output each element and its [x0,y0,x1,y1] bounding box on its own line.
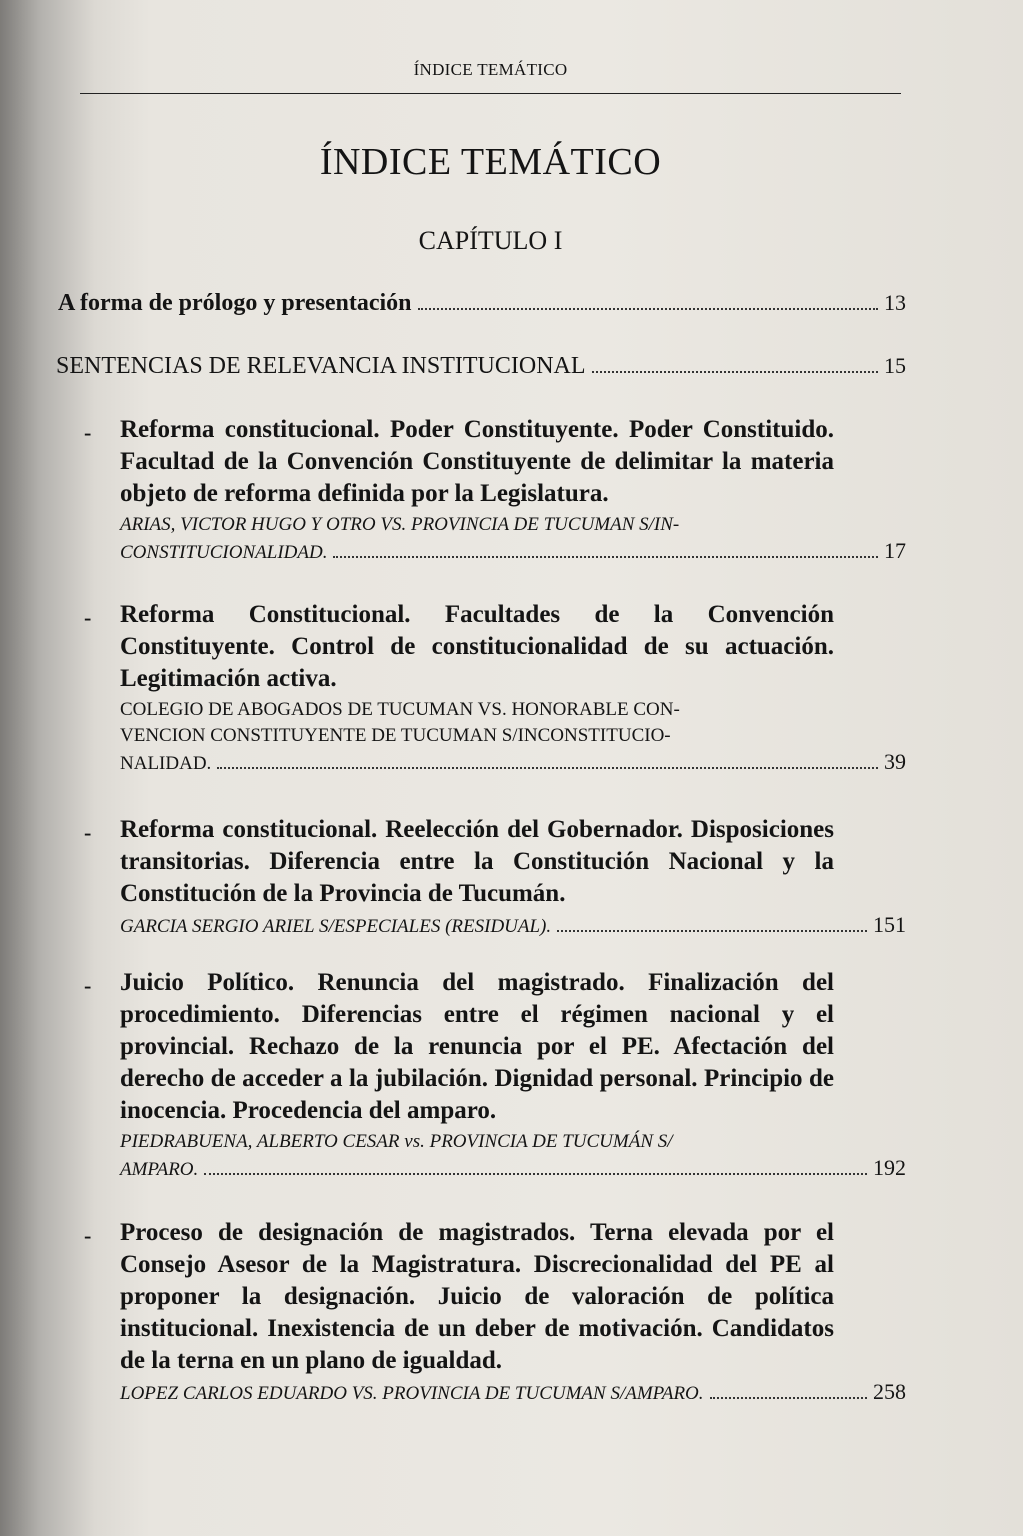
case-reference [120,1379,906,1407]
case-name-last-line [120,538,906,566]
case-name-last-line [120,912,906,940]
toc-line-prologue [56,290,906,317]
entry-title: Reforma constitucional. Reelección del Gobernador. Disposiciones transitorias. Diferencia entre la Constitución Nacional y la Constitución de la Provincia de Tucumán. [120,816,834,907]
header-rule [80,93,901,94]
entry-dash: - [84,1223,92,1248]
case-reference [120,512,906,566]
dot-leader [217,767,878,769]
entry-page-number: 39 [884,749,906,774]
case-reference [120,1129,906,1183]
dot-leader [418,308,878,310]
case-name-last-line [120,1155,906,1183]
entry-page-number: 17 [884,538,906,563]
toc-line-label: SENTENCIAS DE RELEVANCIA INSTITUCIONAL [56,353,586,379]
toc-entry [84,1217,906,1407]
toc-page-number: 13 [884,290,906,315]
toc-entry [84,814,906,940]
entry-dash: - [84,605,92,630]
case-reference [120,912,906,940]
entry-page-number: 151 [873,912,906,937]
case-name-line: PIEDRABUENA, ALBERTO CESAR vs. PROVINCIA DE TUCUMÁN S/ [120,1131,673,1152]
running-head: ÍNDICE TEMÁTICO [413,60,568,79]
case-name-end: NALIDAD. [120,753,212,774]
entry-page-number: 258 [873,1379,906,1404]
dot-leader [333,556,878,558]
entry-dash: - [84,973,92,998]
dot-leader [710,1397,867,1399]
toc-line-label: A forma de prólogo y presentación [58,290,412,316]
case-name-end: GARCIA SERGIO ARIEL S/ESPECIALES (RESIDUAL). [120,916,552,937]
case-name-end: LOPEZ CARLOS EDUARDO VS. PROVINCIA DE TUCUMAN S/AMPARO. [120,1383,704,1404]
entry-title: Juicio Político. Renuncia del magistrado. Finalización del procedimiento. Diferencias entre el régimen nacional y el provincial. Rechazo de la renuncia por el PE. Afectación del derecho de acceder a la jubilación. Dignidad personal. Principio de inocencia. Procedencia del amparo. [120,969,834,1124]
toc-line-section [56,353,906,380]
case-name-end: CONSTITUCIONALIDAD. [120,542,328,563]
entry-dash: - [84,420,92,445]
entry-page-number: 192 [873,1155,906,1180]
entry-title: Reforma Constitucional. Facultades de la Convención Constituyente. Control de constitucionalidad de su actuación. Legitimación activa. [120,601,834,692]
case-name-line: COLEGIO DE ABOGADOS DE TUCUMAN VS. HONORABLE CON- [120,699,680,720]
case-name-last-line [120,1379,906,1407]
dot-leader [557,930,867,932]
case-reference [120,697,906,777]
toc-page-number: 15 [884,353,906,378]
case-name-line: VENCION CONSTITUYENTE DE TUCUMAN S/INCONSTITUCIO- [120,725,671,746]
entry-title: Reforma constitucional. Poder Constituyente. Poder Constituido. Facultad de la Convención Constituyente de delimitar la materia objeto de reforma definida por la Legislatura. [120,416,834,507]
toc-entry [84,967,906,1183]
page-title: ÍNDICE TEMÁTICO [319,141,662,183]
dot-leader [592,371,878,373]
toc-entry [84,414,906,566]
entry-dash: - [84,820,92,845]
chapter-heading: CAPÍTULO I [418,226,563,255]
case-name-end: AMPARO. [120,1159,199,1180]
case-name-last-line [120,749,906,777]
dot-leader [204,1173,867,1175]
case-name-line: ARIAS, VICTOR HUGO Y OTRO VS. PROVINCIA DE TUCUMAN S/IN- [120,514,680,535]
entry-title: Proceso de designación de magistrados. Terna elevada por el Consejo Asesor de la Magistratura. Discrecionalidad del PE al proponer la designación. Juicio de valoración de política institucional. Inexistencia de un deber de motivación. Candidatos de la terna en un plano de igualdad. [120,1219,834,1374]
toc-entry [84,599,906,777]
